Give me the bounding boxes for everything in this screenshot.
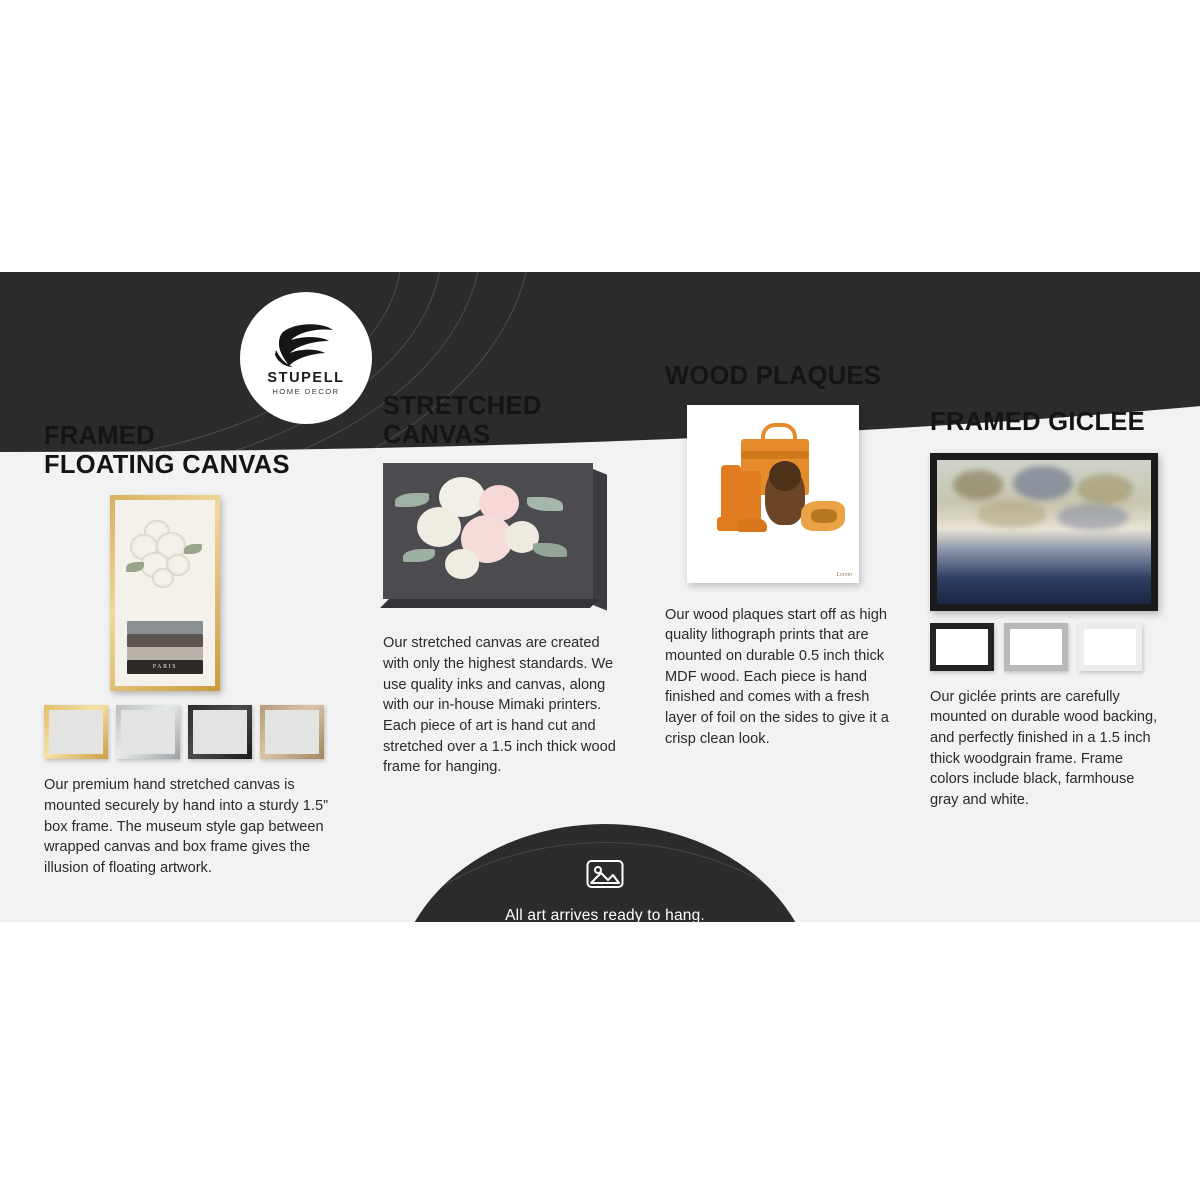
stacked-books-icon [127, 618, 203, 674]
flower-bloom [417, 507, 461, 547]
wood-frame-swatch[interactable] [260, 705, 324, 759]
handbag-handle [761, 423, 797, 451]
leaf-shape [527, 497, 563, 511]
column-wood-plaques [665, 362, 897, 750]
photo-image-icon [586, 858, 624, 895]
column-title-line2: FLOATING CANVAS [44, 450, 290, 479]
column-stretched-canvas [383, 392, 628, 778]
stretched-canvas-artwork [383, 463, 611, 611]
black-giclee-frame-sample[interactable] [930, 623, 994, 671]
abstract-blot [977, 500, 1047, 528]
gold-frame [110, 495, 220, 691]
canvas-side-edge [593, 469, 607, 611]
gray-giclee-frame-sample[interactable] [1004, 623, 1068, 671]
column-title [383, 392, 628, 449]
white-giclee-frame-sample[interactable] [1078, 623, 1142, 671]
column-framed-floating-canvas [44, 422, 334, 879]
swatch-inner [265, 710, 319, 754]
stupell-swan-icon [273, 320, 339, 368]
column-framed-giclee [930, 408, 1162, 811]
boot-right-foot [737, 519, 767, 532]
canvas-bottom-edge [380, 599, 599, 608]
column-description: Our wood plaques start off as high quality lithograph prints that are mounted on durable 0.5 inch thick MDF wood. Each piece is hand finished and comes with a fresh layer of foil on the sides to give it a crisp clean look. [665, 606, 889, 747]
leaf-shape [395, 493, 429, 507]
giclee-frame-samples [930, 623, 1162, 671]
column-description: Our giclée prints are carefully mounted on durable wood backing, and perfectly finished in a 1.5 inch thick woodgrain frame. Frame colors include black, farmhouse gray and white. [930, 688, 1158, 809]
column-title-line1: FRAMED [44, 422, 155, 450]
abstract-blot [953, 470, 1003, 500]
frame-sample-inner [1010, 629, 1062, 665]
footer-banner-text: All art arrives ready to hang. [505, 907, 705, 922]
column-title-line1: FRAMED GICLEE [930, 408, 1145, 436]
abstract-blot [1077, 474, 1133, 504]
white-flowers-icon [126, 516, 204, 596]
giclee-art [937, 460, 1151, 604]
column-title [44, 422, 334, 479]
swatch-inner [193, 710, 247, 754]
canvas-front-face [383, 463, 593, 599]
artist-signature: Lorem [836, 571, 852, 578]
brand-tagline: HOME DECOR [272, 387, 340, 396]
swatch-inner [49, 710, 103, 754]
book-label: PARIS [152, 664, 178, 671]
black-frame-swatch[interactable] [188, 705, 252, 759]
leaf-shape [403, 549, 435, 562]
swatch-inner [121, 710, 175, 754]
flower-bloom [445, 549, 479, 579]
handbag-flap [741, 451, 809, 459]
column-description: Our premium hand stretched canvas is mounted securely by hand into a sturdy 1.5” box frame. The museum style gap between wrapped canvas and box frame gives the illusion of floating artwork. [44, 777, 328, 876]
column-title [665, 362, 897, 391]
footer-banner [395, 824, 815, 922]
brand-name: STUPELL [267, 370, 345, 386]
column-title-line2: CANVAS [383, 420, 491, 449]
leaf-shape [533, 543, 567, 557]
column-title-line1: STRETCHED [383, 392, 542, 420]
column-title [930, 408, 1162, 437]
frame-color-swatches [44, 705, 334, 759]
gold-frame-swatch[interactable] [44, 705, 108, 759]
dog-head [769, 461, 801, 491]
footer-banner-content [395, 858, 815, 922]
column-title-line1: WOOD PLAQUES [665, 362, 882, 390]
framed-giclee-artwork [930, 453, 1158, 611]
infographic-band [0, 272, 1200, 922]
frame-sample-inner [1084, 629, 1136, 665]
scarf-accent [811, 509, 837, 523]
brand-logo [240, 292, 372, 424]
abstract-blot [1013, 466, 1073, 500]
column-description: Our stretched canvas are created with only the highest standards. We use quality inks and canvas, along with our in-house Mimaki printers. Each piece of art is hand cut and stretched over a 1.5 inch thick wood frame for hanging. [383, 635, 616, 776]
framed-floating-canvas-artwork [110, 495, 334, 691]
silver-frame-swatch[interactable] [116, 705, 180, 759]
wood-plaque-artwork [687, 405, 859, 583]
frame-sample-inner [936, 629, 988, 665]
abstract-blot [1057, 504, 1129, 530]
canvas-art [115, 500, 215, 686]
